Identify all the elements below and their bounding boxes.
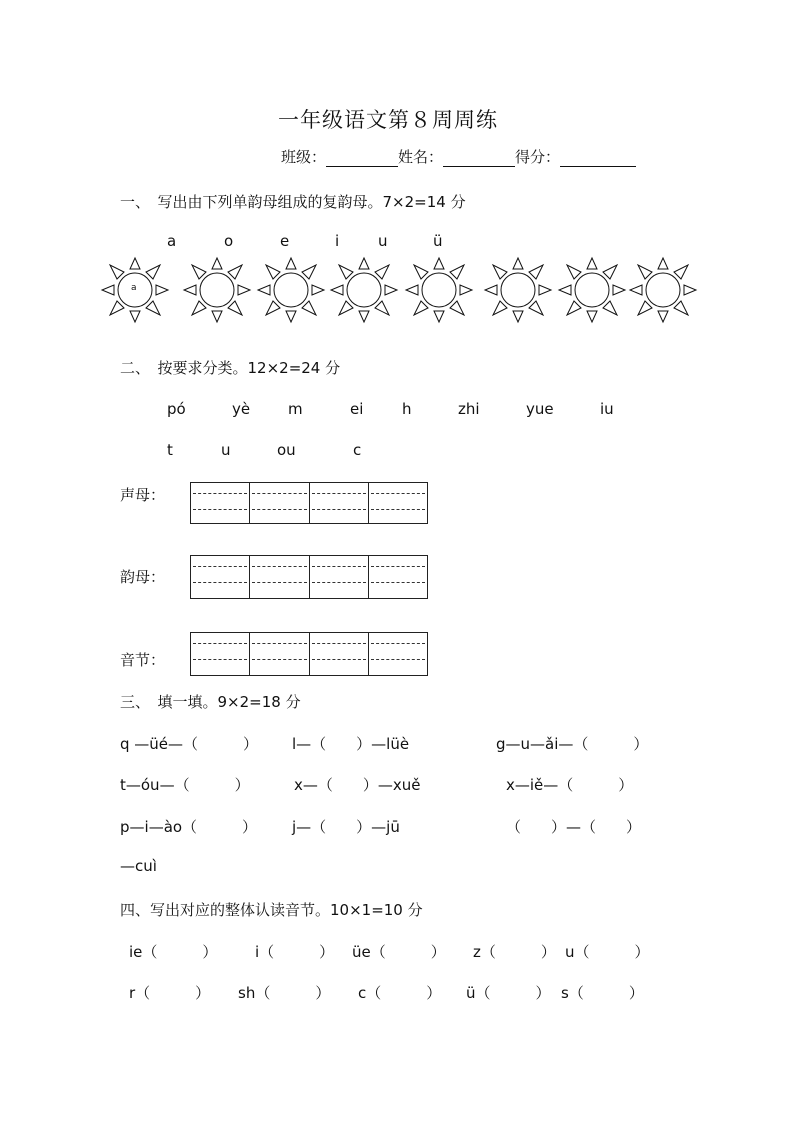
class-blank[interactable] <box>326 148 398 167</box>
recognize-item[interactable]: r（ ） <box>129 984 211 1002</box>
recognize-item[interactable]: z（ ） <box>473 943 556 961</box>
grid-cell[interactable] <box>369 633 427 675</box>
grid-cell[interactable] <box>310 483 369 523</box>
fill-item[interactable]: l—（ ）—lüè <box>292 735 410 753</box>
section2-heading: 二、 按要求分类。12×2=24 分 <box>120 359 341 377</box>
fill-item[interactable]: g—u—ǎi—（ ） <box>496 735 649 753</box>
grid-cell[interactable] <box>250 483 309 523</box>
section3-heading: 三、 填一填。9×2=18 分 <box>120 693 301 711</box>
fill-item[interactable]: q —üé—（ ） <box>120 735 259 753</box>
fill-item[interactable]: j—（ ）—jū <box>292 818 400 836</box>
shengmu-writing-grid[interactable] <box>190 482 428 524</box>
grid-cell[interactable] <box>369 483 427 523</box>
page-title: 一年级语文第８周周练 <box>278 108 498 132</box>
grid-cell[interactable] <box>310 633 369 675</box>
recognize-item[interactable]: sh（ ） <box>238 984 331 1002</box>
yunmu-label: 韵母： <box>120 568 166 586</box>
shengmu-label: 声母： <box>120 486 166 504</box>
name-blank[interactable] <box>443 148 515 167</box>
recognize-item[interactable]: üe（ ） <box>352 943 446 961</box>
first-sun-mark: a <box>131 283 137 293</box>
vowel-i: i <box>335 232 340 250</box>
fill-item[interactable]: x—（ ）—xuě <box>294 776 421 794</box>
syllable-item: h <box>402 400 412 418</box>
fill-item[interactable]: p—i—ào（ ） <box>120 818 258 836</box>
section4-heading: 四、写出对应的整体认读音节。10×1=10 分 <box>120 901 423 919</box>
syllable-item: ou <box>277 441 296 459</box>
syllable-item: pó <box>167 400 186 418</box>
sun-icon[interactable] <box>256 252 326 328</box>
recognize-item[interactable]: u（ ） <box>565 943 650 961</box>
recognize-item[interactable]: ie（ ） <box>129 943 218 961</box>
vowel-u-umlaut: ü <box>433 232 443 250</box>
syllable-item: yè <box>232 400 251 418</box>
syllable-item: c <box>353 441 362 459</box>
recognize-item[interactable]: c（ ） <box>358 984 442 1002</box>
syllable-item: m <box>288 400 303 418</box>
sun-icon[interactable] <box>628 252 698 328</box>
syllable-item: ei <box>350 400 364 418</box>
sun-icon[interactable] <box>557 252 627 328</box>
score-blank[interactable] <box>560 148 636 167</box>
header-info <box>281 146 636 167</box>
yinjie-writing-grid[interactable] <box>190 632 428 676</box>
score-label: 得分： <box>515 148 561 166</box>
grid-cell[interactable] <box>250 633 309 675</box>
grid-cell[interactable] <box>369 556 427 598</box>
grid-cell[interactable] <box>191 483 250 523</box>
fill-item[interactable]: （ ）—（ ） <box>506 818 642 836</box>
vowel-e: e <box>280 232 290 250</box>
vowel-o: o <box>224 232 234 250</box>
sun-icon[interactable] <box>329 252 399 328</box>
section1-heading: 一、 写出由下列单韵母组成的复韵母。7×2=14 分 <box>120 193 466 211</box>
syllable-item: t <box>167 441 173 459</box>
name-label: 姓名： <box>398 148 444 166</box>
fill-item[interactable]: t—óu—（ ） <box>120 776 250 794</box>
grid-cell[interactable] <box>191 556 250 598</box>
recognize-item[interactable]: ü（ ） <box>466 984 551 1002</box>
grid-cell[interactable] <box>191 633 250 675</box>
yunmu-writing-grid[interactable] <box>190 555 428 599</box>
fill-item[interactable]: x—iě—（ ） <box>506 776 634 794</box>
yinjie-label: 音节： <box>120 651 166 669</box>
vowel-u: u <box>378 232 388 250</box>
syllable-item: u <box>221 441 231 459</box>
sun-icon[interactable] <box>483 252 553 328</box>
syllable-item: iu <box>600 400 614 418</box>
grid-cell[interactable] <box>310 556 369 598</box>
grid-cell[interactable] <box>250 556 309 598</box>
class-label: 班级： <box>281 148 327 166</box>
syllable-item: zhi <box>458 400 480 418</box>
recognize-item[interactable]: s（ ） <box>561 984 644 1002</box>
vowel-a: a <box>167 232 177 250</box>
sun-icon[interactable] <box>182 252 252 328</box>
recognize-item[interactable]: i（ ） <box>255 943 335 961</box>
syllable-item: yue <box>526 400 554 418</box>
fill-row-4: —cuì <box>120 857 157 875</box>
sun-icon[interactable] <box>404 252 474 328</box>
